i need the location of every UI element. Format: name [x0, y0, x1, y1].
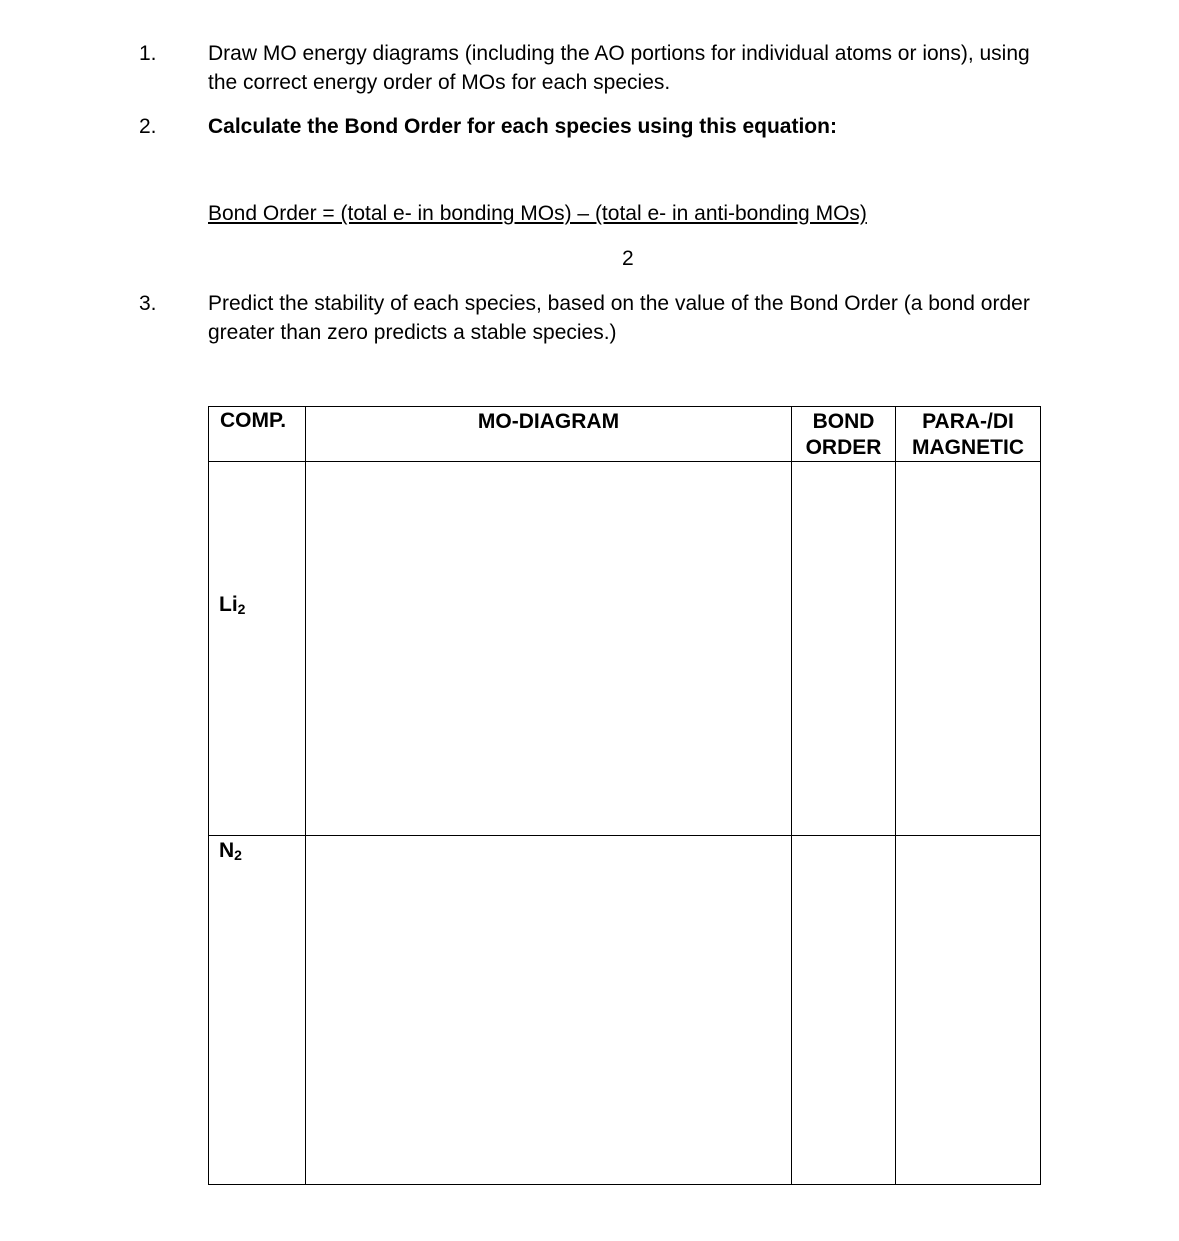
- instruction-number-3: 3.: [139, 292, 157, 315]
- header-bond-line2: ORDER: [805, 436, 882, 459]
- mo-diagram-cell-li2[interactable]: [306, 462, 792, 836]
- magnetic-cell-li2[interactable]: [896, 462, 1041, 836]
- header-comp: COMP.: [209, 407, 306, 462]
- compound-cell-n2: [209, 836, 306, 1185]
- instruction-text-3: Predict the stability of each species, based on the value of the Bond Order (a bond order greater than zero predicts a stable species.): [208, 292, 1030, 344]
- mo-diagram-cell-n2[interactable]: [306, 836, 792, 1185]
- header-bond-order: [792, 407, 896, 462]
- bond-order-equation: Bond Order = (total e- in bonding MOs) – (total e- in anti-bonding MOs): [208, 202, 867, 225]
- table-row: [209, 836, 1041, 1185]
- header-magnetic: [896, 407, 1041, 462]
- instruction-text-1: Draw MO energy diagrams (including the AO portions for individual atoms or ions), using the correct energy order of MOs for each species.: [208, 42, 1030, 94]
- worksheet-table: [208, 406, 1041, 1185]
- instruction-number-2: 2.: [139, 115, 157, 138]
- compound-label-li2: $Li_2$: [219, 593, 246, 617]
- compound-cell-li2: [209, 462, 306, 836]
- table-header-row: [209, 407, 1041, 462]
- table-row: [209, 462, 1041, 836]
- header-mo-diagram: MO-DIAGRAM: [306, 407, 792, 462]
- instruction-number-1: 1.: [139, 42, 157, 65]
- magnetic-cell-n2[interactable]: [896, 836, 1041, 1185]
- header-bond-line1: BOND: [812, 410, 875, 433]
- header-mag-line2: MAGNETIC: [912, 436, 1024, 459]
- compound-label-n2: $N_2$: [219, 839, 242, 863]
- bond-order-cell-n2[interactable]: [792, 836, 896, 1185]
- instruction-text-2: Calculate the Bond Order for each species using this equation:: [208, 115, 837, 138]
- header-mag-line1: PARA-/DI: [922, 410, 1014, 433]
- bond-order-cell-li2[interactable]: [792, 462, 896, 836]
- equation-denominator: 2: [622, 247, 634, 270]
